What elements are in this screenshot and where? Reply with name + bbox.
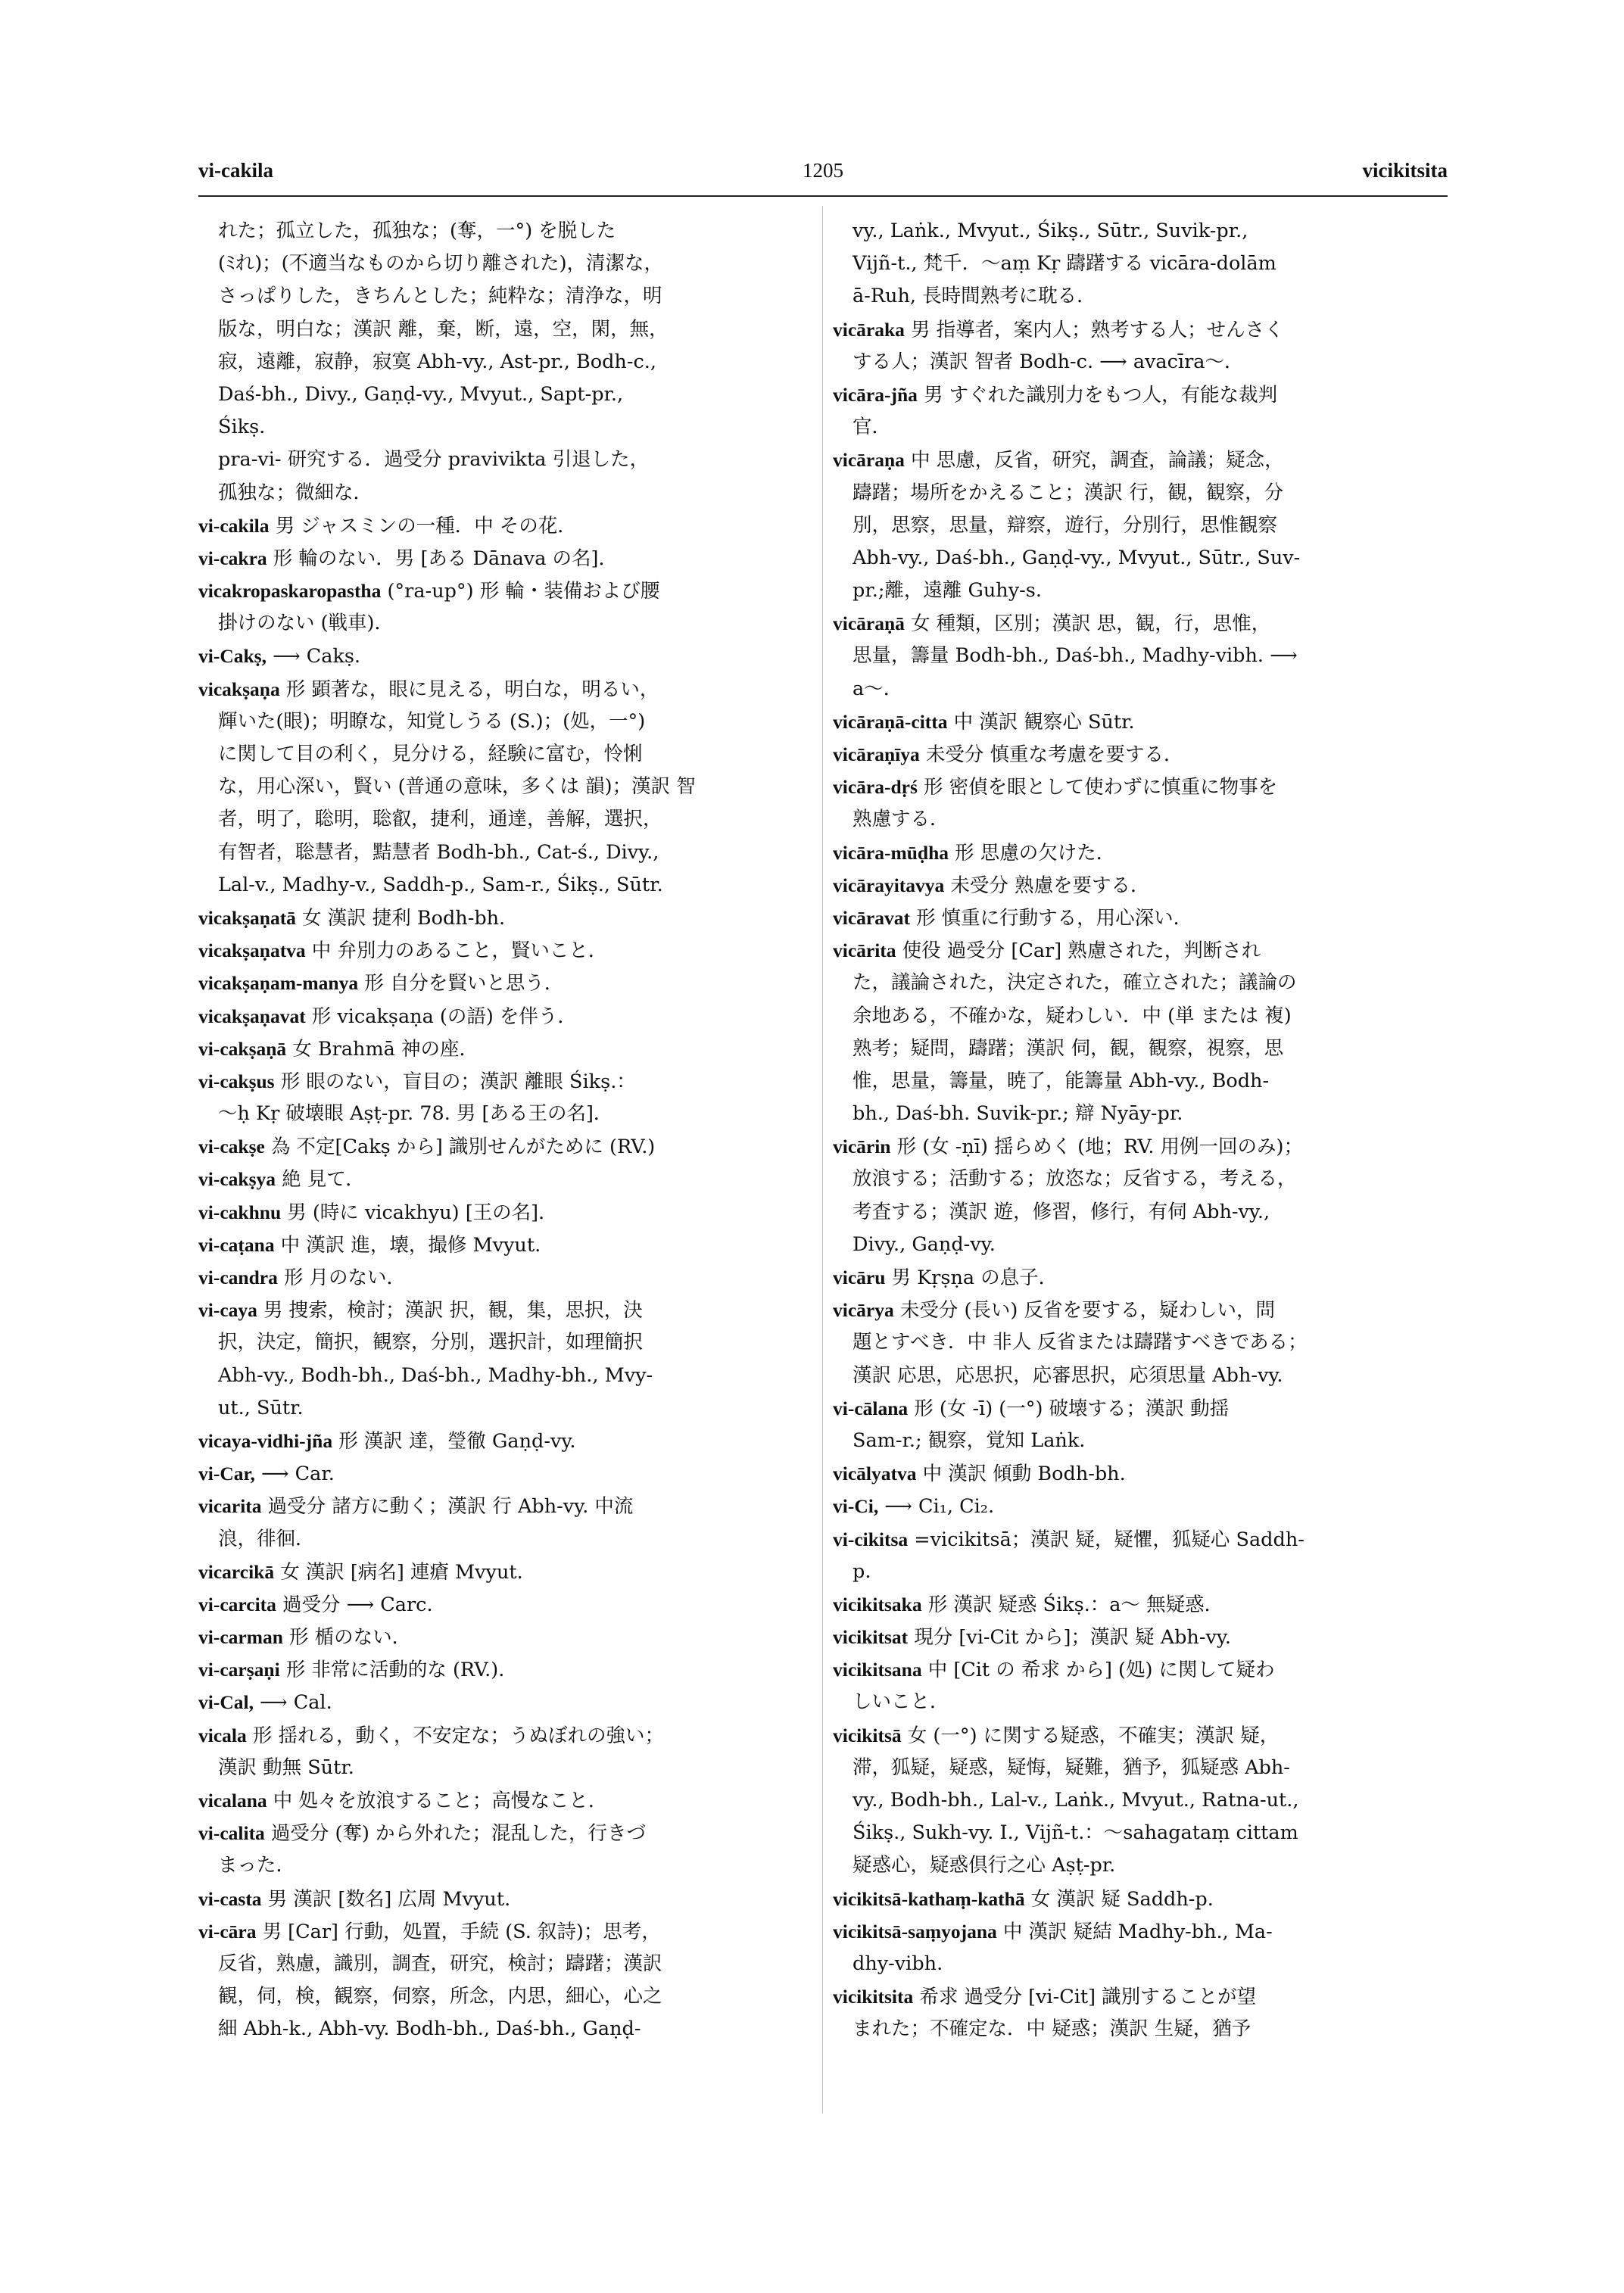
dictionary-entry [198,967,815,999]
dictionary-entry [833,771,1449,803]
dictionary-entry [198,1065,815,1098]
entry-line [198,738,815,771]
entry-headword: vi-cālana [833,1397,909,1419]
entry-headword: vicāru [833,1266,886,1288]
entry-line [833,640,1449,672]
entry-line [198,215,815,248]
dictionary-entry [833,1490,1449,1522]
dictionary-entry [198,1915,815,1948]
dictionary-entry [833,1588,1449,1621]
dictionary-entry [833,1883,1449,1915]
entry-headword: vicikitsā-saṃyojana [833,1920,997,1943]
entry-text: 形 慎重に行動する，用心深い． [909,906,1193,930]
entry-text: 形 密偵を眼として使わずに慎重に物事を [917,776,1278,799]
entry-line [198,837,815,869]
entry-text: 形 漢訳 疑惑 Śikṣ.：a～ 無疑惑． [921,1593,1224,1616]
entry-line [198,248,815,280]
entry-text: 形 自分を賢いと思う． [358,972,564,995]
entry-line [198,1392,815,1425]
entry-text: Śikṣ. [218,416,266,439]
entry-text: a～． [853,677,903,700]
entry-text: 版な，明白な；漢訳 離，棄，断，遠，空，閑，無， [218,317,669,341]
entry-line [198,280,815,313]
entry-headword: vi-Cakṣ, [198,645,267,668]
entry-text: 女 種類，区別；漢訳 思，観，行，思惟， [904,612,1271,636]
entry-text: 過受分 諸方に動く；漢訳 行 Abh-vy. 中流 [261,1495,634,1519]
entry-text: 過受分 (奪) から外れた；混乱した，行きづ [264,1822,647,1846]
entry-text: 躊躇；場所をかえること；漢訳 行，観，観察，分 [853,481,1284,504]
entry-headword: vicārita [833,939,896,962]
entry-text: 男 漢訳 [数名] 広周 Mvyut. [261,1887,511,1911]
entry-text: 形 (女 -ṇī) 揺らめく (地；RV. 用例一回のみ)； [890,1136,1303,1159]
dictionary-entry [198,1457,815,1490]
entry-text: 有智者，聡慧者，黠慧者 Bodh-bh., Cat-ś., Divy., [218,840,659,864]
entry-text: 掛けのない (戦車)． [218,612,394,635]
dictionary-entry [833,738,1449,771]
entry-headword: vi-carcita [198,1593,276,1615]
entry-text: Daś-bh., Divy., Gaṇḍ-vy., Mvyut., Sapt-pr., [218,382,624,406]
entry-text: 中 漢訳 傾動 Bodh-bh. [916,1463,1126,1486]
entry-text: ut., Sūtr. [218,1396,304,1419]
entry-text: ～ḥ Kṛ 破壊眼 Aṣṭ-pr. 78. 男 [ある王の名]． [218,1102,613,1126]
entry-text: な，用心深い，賢い (普通の意味，多くは 韻)；漢訳 智 [218,775,696,799]
dictionary-entry [198,1817,815,1849]
entry-text: 題とすべき．中 非人 反省または躊躇すべきである； [853,1331,1308,1354]
dictionary-entry [833,902,1449,934]
entry-text: ā-Ruh, 長時間熟考に耽る． [853,285,1096,308]
entry-headword: vi-cakṣya [198,1168,276,1191]
entry-line [198,477,815,509]
entry-line [198,1326,815,1359]
entry-text: 形 (女 -ī) (一°) 破壊する；漢訳 動揺 [908,1397,1230,1420]
entry-headword: vicala [198,1724,247,1746]
entry-line [198,1752,815,1784]
entry-text: 男 すぐれた識別力をもつ人，有能な裁判 [917,383,1278,407]
entry-text: 観，伺，検，観察，伺察，所念，内思，細心，心之 [218,1985,662,2008]
entry-text: た，議論された，決定された，確立された；議論の [853,971,1297,995]
entry-headword: vicaya-vidhi-jña [198,1429,333,1452]
entry-line [833,248,1449,280]
dictionary-entry [833,869,1449,902]
dictionary-entry [833,1261,1449,1294]
entry-line [833,1686,1449,1718]
entry-line [833,1196,1449,1229]
entry-text: 浪，徘徊． [218,1527,315,1550]
entry-line [833,542,1449,575]
dictionary-entry [198,1033,815,1065]
dictionary-entry [833,934,1449,967]
entry-headword: vi-cakhnu [198,1201,282,1223]
entry-text: ⟶ Cakṣ. [266,645,361,668]
dictionary-entry [833,1294,1449,1326]
entry-text: 細 Abh-k., Abh-vy. Bodh-bh., Daś-bh., Gaṇḍ- [218,2017,641,2041]
entry-text: 男 Kṛṣṇa の息子． [885,1266,1058,1289]
entry-text: Lal-v., Madhy-v., Saddh-p., Sam-r., Śikṣ., Sūtr. [218,873,663,896]
entry-text: ⟶ Ci₁, Ci₂. [878,1495,995,1519]
entry-text: 寂，遠離，寂静，寂寞 Abh-vy., Ast-pr., Bodh-c., [218,350,656,373]
dictionary-entry [833,607,1449,640]
entry-text: 男 ジャスミンの一種．中 その花． [269,514,577,537]
entry-line [198,2013,815,2045]
right-column [833,215,1449,2046]
entry-text: 中 漢訳 進，壊，撮修 Mvyut. [274,1233,541,1257]
entry-text: 熟考；疑問，躊躇；漢訳 伺，観，観察，視察，思 [853,1036,1284,1060]
entry-text: に関して目の利く，見分ける，経験に富む，怜悧 [218,743,643,765]
entry-line [198,803,815,836]
entry-text: 男 指導者，案内人；熟考する人；せんさく [904,318,1284,341]
entry-text: 漢訳 動無 Sūtr. [218,1756,354,1779]
page-header [198,159,1448,195]
dictionary-entry [833,1392,1449,1425]
entry-headword: vi-carṣaṇi [198,1659,280,1681]
dictionary-entry [833,1457,1449,1490]
entry-line [833,575,1449,607]
entry-text: 別，思察，思量，辯察，遊行，分別行，思惟観察 [853,513,1278,537]
entry-text: 形 揺れる，動く，不安定な；うぬぼれの強い； [246,1724,664,1747]
dictionary-entry [833,1523,1449,1556]
entry-line [833,967,1449,999]
dictionary-entry [198,673,815,706]
entry-text: bh., Daś-bh. Suvik-pr.; 辯 Nyāy-pr. [853,1102,1183,1126]
entry-text: 官． [853,416,892,439]
dictionary-entry [198,1425,815,1457]
dictionary-entry [198,1588,815,1621]
entry-text: Divy., Gaṇḍ-vy. [853,1232,996,1256]
dictionary-entry [198,1196,815,1229]
entry-headword: vi-Ci, [833,1495,879,1518]
entry-line [833,1849,1449,1882]
entry-text: 形 非常に活動的な (RV.). [279,1659,505,1682]
entry-text: 熟慮する． [853,808,949,831]
entry-headword: vicikitsat [833,1626,909,1649]
entry-text: 惟，思量，籌量，暁了，能籌量 Abh-vy., Bodh- [853,1069,1270,1092]
dictionary-entry [198,1686,815,1718]
entry-text: 為 不定[Cakṣ から] 識別せんがために (RV.) [264,1136,656,1159]
entry-line [833,1163,1449,1195]
entry-text: まった． [218,1854,296,1877]
entry-text: Śikṣ., Sukh-vy. I., Vijñ-t.：～sahagataṃ cittam [853,1821,1298,1845]
dictionary-entry [198,1621,815,1653]
page-number: 1205 [803,159,843,182]
entry-line [833,215,1449,248]
entry-headword: vicakṣaṇavat [198,1005,306,1027]
entry-text: 反省，熟慮，識別，調査，研究，検討；躊躇；漢訳 [218,1952,662,1975]
entry-line [198,607,815,640]
entry-headword: vi-cakṣaṇā [198,1037,287,1060]
entry-text: 中 処々を放浪すること；高慢なこと． [267,1790,608,1812]
dictionary-entry [833,706,1449,738]
entry-text: 形 顕著な，眼に見える，明白な，明るい， [279,678,659,701]
entry-headword: vi-cakila [198,514,270,537]
entry-text: 希求 過受分 [vi-Cit] 識別することが望 [913,1986,1257,2009]
entry-text: 男 [Car] 行動，処置，手続 (S. 叙詩)；思考， [256,1920,661,1943]
entry-text: 女 漢訳 捷利 Bodh-bh. [295,906,506,930]
entry-text: 中 [Cit の 希求 から] (処) に関して疑わ [921,1659,1275,1682]
entry-line [198,313,815,346]
entry-line [833,1065,1449,1098]
entry-text: 形 楯のない． [282,1626,412,1650]
left-column [198,215,815,2046]
dictionary-entry [198,1883,815,1915]
entry-headword: vicālyatva [833,1463,917,1485]
entry-headword: vi-caya [198,1299,257,1322]
entry-text: 形 眼のない，盲目の；漢訳 離眼 Śikṣ.： [274,1070,636,1093]
entry-line [833,1326,1449,1359]
entry-text: 男 (時に vicakhyu) [王の名]． [281,1201,558,1224]
entry-headword: vicarcikā [198,1560,275,1583]
entry-headword: vicāravat [833,906,910,929]
dictionary-entry [198,1163,815,1195]
dictionary-entry [198,1229,815,1261]
dictionary-entry [198,902,815,934]
entry-headword: vicāraṇa [833,449,905,472]
entry-headword: vicikitsā-kathaṃ-kathā [833,1887,1025,1910]
entry-text: 孤独な；微細な． [218,481,373,504]
dictionary-entry [198,640,815,672]
entry-headword: vicārin [833,1136,891,1158]
entry-headword: vicikitsaka [833,1593,922,1615]
entry-headword: vicikitsita [833,1986,914,2008]
entry-text: 未受分 熟慮を要する． [944,874,1150,897]
entry-text: =vicikitsā；漢訳 疑，疑懼，狐疑心 Saddh- [908,1528,1304,1551]
dictionary-entry [833,1130,1449,1163]
entry-text: vy., Bodh-bh., Lal-v., Laṅk., Mvyut., Ratna-ut., [853,1789,1299,1812]
entry-text: する人；漢訳 智者 Bodh-c. ⟶ avacīra～． [853,350,1244,373]
header-left-guide-word: vi-cakila [198,159,273,182]
entry-headword: vi-cakra [198,547,267,569]
dictionary-entry [198,542,815,575]
entry-headword: vicikitsana [833,1659,922,1681]
entry-headword: vicāra-jña [833,383,918,406]
entry-text: 形 月のない． [277,1266,407,1289]
entry-text: Sam-r.; 観察，覚知 Laṅk. [853,1428,1086,1452]
dictionary-entry [833,1653,1449,1686]
entry-text: Abh-vy., Daś-bh., Gaṇḍ-vy., Mvyut., Sūtr., Suv- [853,546,1301,569]
dictionary-entry [198,934,815,967]
entry-text: pra-vi- 研究する．過受分 pravivikta 引退した， [218,448,650,472]
entry-text: 中 弁別力のあること，賢いこと． [305,939,608,963]
entry-line [833,477,1449,509]
entry-line [198,444,815,476]
entry-line [198,1849,815,1882]
entry-line [833,411,1449,444]
entry-text: 者，明了，聡明，聡叡，捷利，通達，善解，選択， [218,808,662,831]
entry-line [198,1980,815,2013]
entry-text: 形 思慮の欠けた． [949,841,1116,865]
entry-headword: vicakṣaṇatā [198,906,296,929]
entry-text: 女 漢訳 疑 Saddh-p. [1024,1887,1214,1911]
entry-text: 中 漢訳 疑結 Madhy-bh., Ma- [996,1920,1273,1943]
entry-text: 漢訳 応思，応思択，応審思択，応須思量 Abh-vy. [853,1363,1283,1387]
dictionary-entry [198,1784,815,1817]
entry-line [833,1784,1449,1817]
entry-text: 女 漢訳 [病名] 連瘡 Mvyut. [274,1560,523,1584]
entry-line [833,1817,1449,1849]
entry-text: 形 漢訳 達，瑩徹 Gaṇḍ-vy. [332,1429,576,1453]
entry-headword: vicāraka [833,318,905,341]
entry-line [833,1425,1449,1457]
entry-headword: vicāra-mūḍha [833,841,949,864]
entry-line [833,1360,1449,1392]
entry-text: 択，決定，簡択，観察，分別，選択計，如理簡択 [218,1331,644,1354]
entry-line [833,280,1449,313]
entry-text: 未受分 (長い) 反省を要する，疑わしい，問 [893,1299,1275,1323]
entry-headword: vi-cakṣe [198,1136,265,1158]
entry-text: 形 vicakṣaṇa (の語) を伴う． [305,1005,577,1028]
dictionary-entry [833,379,1449,411]
dictionary-entry [198,1130,815,1163]
entry-line [833,1752,1449,1784]
entry-text: 滞，狐疑，疑惑，疑悔，疑難，猶予，狐疑惑 Abh- [853,1756,1290,1779]
dictionary-entry [198,509,815,542]
header-right-guide-word: vicikitsita [1362,159,1448,182]
entry-headword: vi-candra [198,1266,278,1288]
entry-headword: vicakṣaṇatva [198,939,306,962]
entry-text: ⟶ Car. [254,1463,335,1486]
dictionary-entry [198,1261,815,1294]
dictionary-entry [198,1653,815,1686]
entry-text: 過受分 ⟶ Carc. [276,1593,433,1616]
entry-text: 中 漢訳 観察心 Sūtr. [947,710,1135,734]
entry-text: 疑惑心，疑惑倶行之心 Aṣṭ-pr. [853,1854,1116,1877]
entry-headword: vicāraṇā-citta [833,710,948,733]
entry-headword: vi-Cal, [198,1691,254,1714]
dictionary-entry [833,837,1449,869]
entry-headword: vi-cāra [198,1920,257,1943]
entry-line [833,1000,1449,1033]
entry-headword: vicikitsā [833,1724,902,1746]
entry-line [833,1229,1449,1261]
entry-text: さっぱりした，きちんとした；純粋な；清浄な，明 [218,285,662,308]
entry-line [198,1098,815,1130]
dictionary-entry [198,1556,815,1588]
entry-headword: vicarita [198,1495,262,1518]
entry-text: (ﾐれ)；(不適当なものから切り離された)，清潔な， [218,252,664,276]
entry-text: 男 捜索，検討；漢訳 択，観，集，思択，決 [257,1299,643,1323]
dictionary-entry [833,444,1449,476]
entry-text: 未受分 慎重な考慮を要する． [919,743,1183,766]
entry-text: 考査する；漢訳 遊，修習，修行，有伺 Abh-vy., [853,1200,1270,1223]
entry-text: 思量，籌量 Bodh-bh., Daś-bh., Madhy-vibh. ⟶ [853,644,1298,668]
entry-text: 輝いた(眼)；明瞭な，知覚しうる (S.)；(処，一°) [218,709,646,733]
entry-text: pr.;離，遠離 Guhy-s. [853,579,1042,603]
entry-headword: vicāra-dṛś [833,776,918,799]
dictionary-entry [833,1915,1449,1948]
entry-line [198,1948,815,1980]
entry-line [198,1523,815,1556]
dictionary-entry [198,1000,815,1033]
entry-headword: vicakropaskaropastha [198,580,382,603]
entry-line [198,411,815,444]
entry-line [833,1098,1449,1130]
entry-line [198,346,815,379]
entry-headword: vicāraṇīya [833,743,920,765]
entry-line [198,771,815,803]
entry-text: しいこと． [853,1690,949,1714]
entry-text: 現分 [vi-Cit から]；漢訳 疑 Abh-vy. [908,1626,1231,1650]
entry-line [198,706,815,738]
entry-text: 中 思慮，反省，研究，調査，論議；疑念， [904,449,1284,472]
dictionary-entry [833,1980,1449,2013]
entry-headword: vicakṣaṇa [198,678,280,700]
entry-line [833,346,1449,379]
entry-line [833,1556,1449,1588]
dictionary-entry [198,1294,815,1326]
dictionary-entry [833,1621,1449,1653]
header-rule [198,195,1448,197]
entry-headword: vi-calita [198,1822,265,1845]
entry-text: Abh-vy., Bodh-bh., Daś-bh., Madhy-bh., Mvy- [218,1363,653,1387]
entry-headword: vicakṣaṇam-manya [198,972,359,995]
dictionary-entry [833,313,1449,346]
entry-line [198,379,815,411]
entry-text: Vijñ-t., 梵千．～aṃ Kṛ 躊躇する vicāra-dolām [853,252,1276,276]
entry-headword: vicārya [833,1299,894,1322]
entry-line [833,1948,1449,1980]
dictionary-entry [198,575,815,607]
entry-text: まれた；不確定な．中 疑惑；漢訳 生疑，猶予 [853,2017,1252,2041]
entry-text: vy., Laṅk., Mvyut., Śikṣ., Sūtr., Suvik-pr., [853,220,1248,242]
entry-text: 使役 過受分 [Car] 熟慮された，判断され [896,939,1261,963]
entry-text: ⟶ Cal. [253,1691,332,1715]
entry-line [833,673,1449,706]
entry-headword: vi-Car, [198,1463,255,1485]
entry-text: p. [853,1559,871,1583]
entry-line [833,1033,1449,1065]
entry-headword: vicārayitavya [833,874,945,896]
entry-line [198,1360,815,1392]
entry-text: れた；孤立した，孤独な；(奪，一°) を脱した [218,220,616,242]
entry-headword: vi-cikitsa [833,1528,909,1550]
entry-text: 放浪する；活動する；放恣な；反省する，考える， [853,1167,1297,1191]
entry-text: dhy-vibh. [853,1952,943,1975]
column-divider [822,206,823,2114]
entry-headword: vi-caṭana [198,1233,275,1256]
entry-text: (°ra-up°) 形 輪・装備および腰 [381,580,660,603]
entry-line [833,509,1449,542]
entry-text: 形 輪のない．男 [ある Dānava の名]． [267,547,618,570]
dictionary-entry [198,1490,815,1522]
dictionary-entry [198,1719,815,1752]
entry-line [833,2013,1449,2045]
entry-headword: vi-cakṣus [198,1070,275,1092]
entry-headword: vicāraṇā [833,612,905,635]
entry-text: 絶 見て． [276,1168,365,1192]
entry-text: 女 (一°) に関する疑惑，不確実；漢訳 疑， [901,1724,1280,1747]
entry-line [198,869,815,902]
entry-text: 余地ある，不確かな，疑わしい．中 (単 または 複) [853,1004,1292,1027]
entry-headword: vi-casta [198,1887,262,1910]
entry-line [833,803,1449,836]
entry-text: 女 Brahmā 神の座． [286,1037,478,1061]
entry-headword: vicalana [198,1790,267,1812]
entry-headword: vi-carman [198,1626,283,1649]
dictionary-entry [833,1719,1449,1752]
